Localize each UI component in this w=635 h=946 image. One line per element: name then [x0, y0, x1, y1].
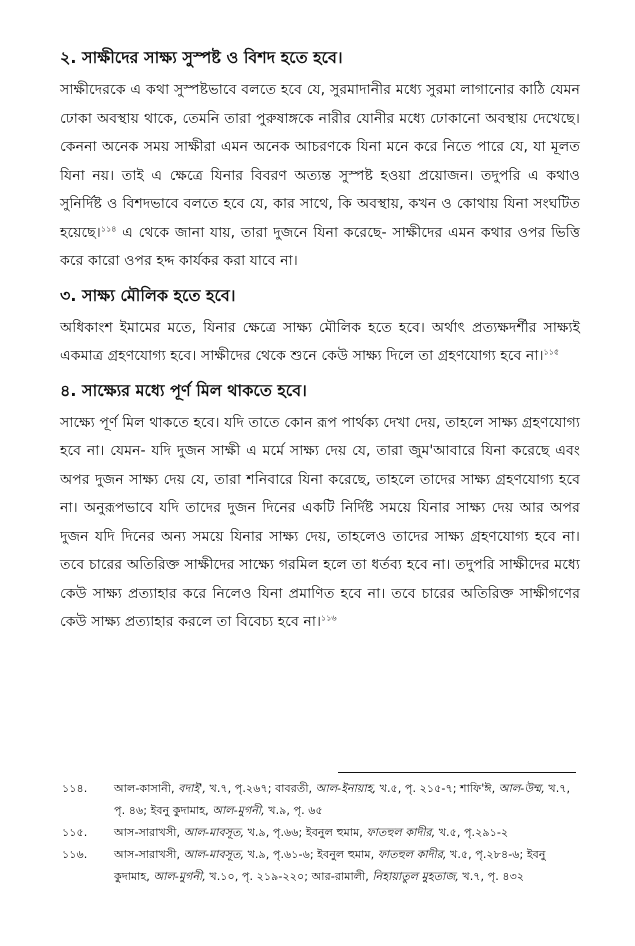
citation-title: বদাই',: [178, 782, 210, 795]
section-paragraph: [60, 76, 580, 276]
section-paragraph: [60, 409, 580, 637]
paragraph-text: সাক্ষ্যে পূর্ণ মিল থাকতে হবে। যদি তাতে কোন রূপ পার্থক্য দেখা দেয়, তাহলে সাক্ষ্য গ্রহণযোগ্য হবে না। যেমন- যদি দুজন সাক্ষী এ মর্মে সাক্ষ্য দেয় যে, তারা জুম'আবারে যিনা করেছে এবং অপর দুজন সাক্ষ্য দেয় যে, তারা শনিবারে যিনা করেছে, তাহলে তাদের সাক্ষ্য গ্রহণযোগ্য হবে না। অনুরূপভাবে যদি তাদের দুজন দিনের একটি নির্দিষ্ট সময়ে যিনার সাক্ষ্য দেয় আর অপর দুজন যদি দিনের অন্য সময়ে যিনার সাক্ষ্য দেয়, তাহলেও তাদের সাক্ষ্য গ্রহণযোগ্য হবে না। তবে চারের অতিরিক্ত সাক্ষীদের সাক্ষ্যে গরমিল হলে তা ধর্তব্য হবে না। তদুপরি সাক্ষীদের মধ্যে কেউ সাক্ষ্য প্রত্যাহার করে নিলেও যিনা প্রমাণিত হবে না। তবে চারের অতিরিক্ত সাক্ষীগণের কেউ সাক্ষ্য প্রত্যাহার করলে তা বিবেচ্য হবে না।: [60, 414, 580, 630]
footnote-item: [62, 822, 580, 844]
paragraph-text: সাক্ষীদেরকে এ কথা সুস্পষ্টভাবে বলতে হবে যে, সুরমাদানীর মধ্যে সুরমা লাগানোর কাঠি যেমন ঢোকা অবস্থায় থাকে, তেমনি তারা পুরুষাঙ্গকে নারীর যোনীর মধ্যে ঢোকানো অবস্থায় দেখেছে। কেননা অনেক সময় সাক্ষীরা এমন অনেক আচরণকে যিনা মনে করে নিতে পারে যে, যা মূলত যিনা নয়। তাই এ ক্ষেত্রে যিনার বিবরণ অত্যন্ত সুস্পষ্ট হওয়া প্রয়োজন। তদুপরি এ কথাও সুনির্দিষ্ট ও বিশদভাবে বলতে হবে যে, কার সাথে, কি অবস্থায়, কখন ও কোথায় যিনা সংঘটিত হয়েছে।: [60, 82, 580, 241]
citation-text: খ.৯, পৃ.৬১-৬; ইবনুল হুমাম,: [247, 848, 378, 861]
footnote-number: ১১৬.: [62, 848, 88, 861]
citation-text: খ.৫, পৃ.২৯১-২: [438, 826, 509, 839]
section-2: [60, 46, 580, 276]
citation-text: খ.৯, পৃ. ৬৫: [268, 804, 323, 817]
citation-title: আল-উম্ম,: [498, 782, 549, 795]
section-heading: ৪. সাক্ষ্যের মধ্যে পূর্ণ মিল থাকতে হবে।: [60, 380, 307, 400]
citation-text: আস-সারাখসী,: [114, 826, 184, 839]
citation-text: আস-সারাখসী,: [114, 848, 184, 861]
citation-text: খ.৭, পৃ.২৬৭; বাবরতী,: [209, 782, 316, 795]
footnote-number: ১১৪.: [62, 782, 88, 795]
citation-title: আল-মুগনী,: [212, 804, 269, 817]
citation-title: আল-মাবসূত,: [183, 826, 248, 839]
citation-title: আল-মাবসূত,: [183, 848, 248, 861]
footnote-item: [62, 778, 580, 822]
section-3: [60, 284, 580, 371]
citation-text: খ.৭, পৃ. ৪৩২: [462, 870, 525, 883]
citation-text: খ.৫, পৃ.২৮৪-৬; ইবনু কুদামাহ,: [114, 848, 546, 883]
citation-title: আল-ইনায়াহ,: [315, 782, 380, 795]
footnote-text: [114, 822, 580, 844]
citation-title: ফাতহুল কাদীর,: [366, 826, 439, 839]
page-body: [60, 46, 580, 645]
section-heading: ২. সাক্ষীদের সাক্ষ্য সুস্পষ্ট ও বিশদ হতে হবে।: [60, 48, 343, 67]
paragraph-text-continued: এ থেকে জানা যায়, তারা দুজনে যিনা করেছে- সাক্ষীদের এমন কথার ওপর ভিত্তি করে কারো ওপর হদ্দ কার্যকর করা যাবে না।: [60, 224, 580, 269]
footnotes: [62, 778, 580, 888]
section-paragraph: [60, 314, 580, 371]
footnote-ref[interactable]: ১১৪: [100, 223, 117, 233]
paragraph-text: অধিকাংশ ইমামের মতে, যিনার ক্ষেত্রে সাক্ষ্য মৌলিক হতে হবে। অর্থাৎ প্রত্যক্ষদর্শীর সাক্ষ্যই একমাত্র গ্রহণযোগ্য হবে। সাক্ষীদের থেকে শুনে কেউ সাক্ষ্য দিলে তা গ্রহণযোগ্য হবে না।: [60, 319, 580, 364]
citation-text: খ.৯, পৃ.৬৬; ইবনুল হুমাম,: [247, 826, 367, 839]
citation-text: আল-কাসানী,: [114, 782, 179, 795]
footnote-ref[interactable]: ১১৫: [543, 347, 560, 357]
footnote-divider: [338, 772, 576, 773]
citation-title: ফাতহুল কাদীর,: [377, 848, 450, 861]
footnote-ref[interactable]: ১১৬: [321, 613, 337, 623]
section-heading: ৩. সাক্ষ্য মৌলিক হতে হবে।: [60, 285, 236, 305]
section-4: [60, 379, 580, 637]
footnote-item: [62, 844, 580, 888]
citation-title: আল-মুগনী,: [153, 870, 210, 883]
citation-title: নিহায়াতুল মুহতাজ,: [372, 870, 463, 883]
citation-text: খ.৫, পৃ. ২১৫-৭; শাফি'ঈ,: [379, 782, 499, 795]
footnote-number: ১১৫.: [62, 826, 88, 839]
footnote-text: [114, 778, 580, 822]
citation-text: খ.৭, পৃ. ৪৬; ইবনু কুদামাহ,: [114, 782, 571, 817]
footnote-text: [114, 844, 580, 888]
citation-text: খ.১০, পৃ. ২১৯-২২০; আর-রামালী,: [209, 870, 373, 883]
